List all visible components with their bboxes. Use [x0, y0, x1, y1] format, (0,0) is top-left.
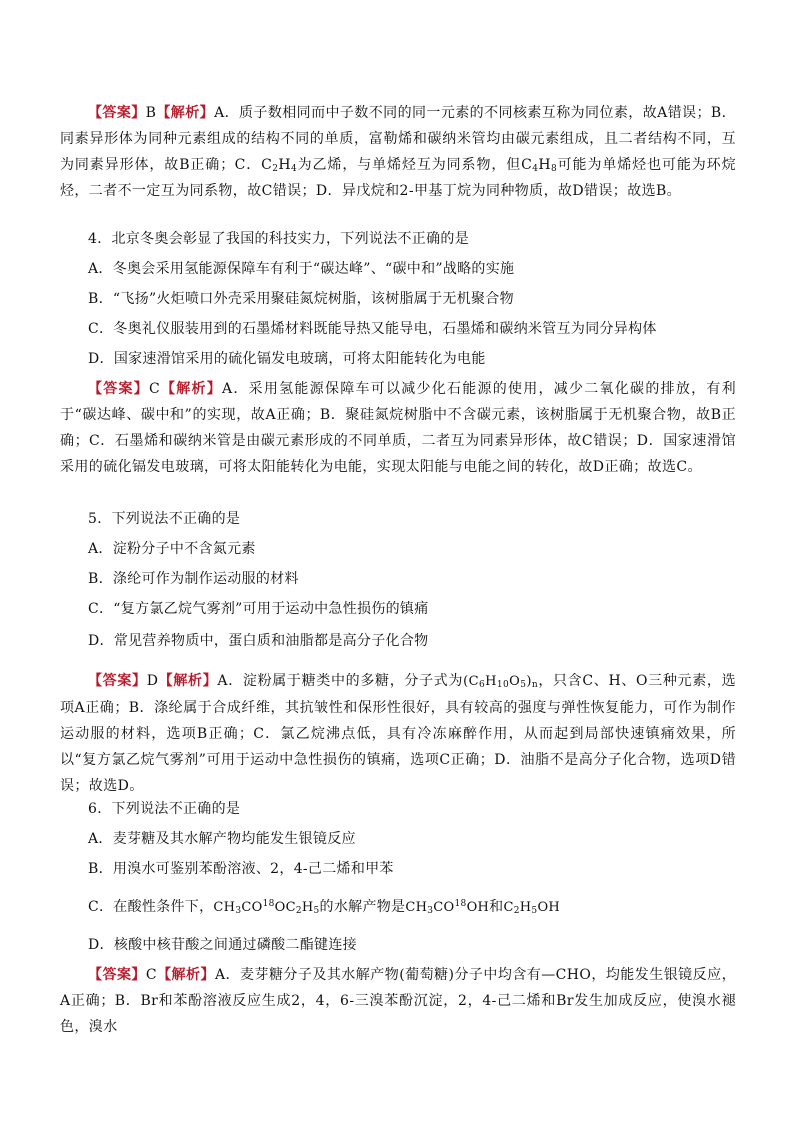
subscript: 3 — [235, 906, 242, 916]
subscript: 3 — [427, 906, 434, 916]
subscript: 8 — [551, 164, 558, 174]
question-5-option-b: B．涤纶可作为制作运动服的材料 — [88, 571, 299, 587]
formula-part: C — [503, 900, 514, 915]
question-6-option-b: B．用溴水可鉴别苯酚溶液、2，4-己二烯和甲苯 — [88, 861, 394, 877]
formula-ethanol — [503, 900, 560, 915]
solution-text: A．采用氢能源保障车可以减少化石能源的使用，减少二氧化碳的排放，有利于“碳达峰、碳中和”的实现，故A正确；B．聚硅氮烷树脂中不含碳元素，该树脂属于无机聚合物，故B正确；C．石墨烯和碳纳米管是由碳元素形成的不同单质，二者互为同素异形体，故C错误；D．国家速滑馆采用的硫化镉发电玻璃，可将太阳能转化为电能，实现太阳能与电能之间的转化，故D正确；故选C。 — [60, 381, 736, 475]
solution-text: A．淀粉属于糖类中的多糖，分子式为 — [217, 673, 464, 689]
option-text: 的水解产物是 — [319, 899, 406, 915]
formula-starch — [463, 674, 538, 689]
subscript: 10 — [496, 680, 510, 690]
formula-part: OH — [466, 900, 490, 915]
formula-part: CH — [405, 900, 428, 915]
subscript: 5 — [313, 906, 320, 916]
superscript: 18 — [454, 899, 467, 909]
solution-text: H — [278, 157, 291, 173]
answer-block-q3 — [60, 100, 736, 204]
option-text: C．在酸性条件下， — [88, 899, 214, 915]
subscript: 6 — [478, 680, 486, 690]
question-4-option-c: C．冬奥礼仪服装用到的石墨烯材料既能导热又能导电，石墨烯和碳纳米管互为同分异构体 — [88, 321, 657, 337]
formula-part: (C — [463, 674, 479, 689]
question-6-option-d: D．核酸中核苷酸之间通过磷酸二酯键连接 — [88, 937, 357, 953]
subscript: 4 — [532, 164, 539, 174]
answer-block-q4 — [60, 376, 736, 480]
answer-value: C — [149, 381, 161, 397]
formula-part: CH — [213, 900, 236, 915]
formula-part: H — [519, 900, 532, 915]
formula-part: OC — [274, 900, 296, 915]
solution-text: ，只含C、H、O三种元素，选项A正确；B．涤纶属于合成纤维，其抗皱性和保形性很好，具有较高的强度与弹性恢复能力，可作为制作运动服的材料，选项B正确；C．氯乙烷沸点低，具有冷冻麻醉作用，从而起到局部快速镇痛效果，所以“复方氯乙烷气雾剂”可用于运动中急性损伤的镇痛，选项C正确；D．油脂不是高分子化合物，选项D错误；故选D。 — [60, 673, 737, 794]
answer-value: B — [145, 105, 157, 121]
superscript: 18 — [262, 899, 275, 909]
question-4-option-d: D．国家速滑馆采用的硫化镉发电玻璃，可将太阳能转化为电能 — [88, 351, 486, 367]
formula-part: ) — [526, 674, 532, 689]
subscript: 4 — [290, 164, 298, 174]
answer-label: 【答案】 — [88, 381, 150, 397]
solution-text: A．质子数相同而中子数不同的同一元素的不同核素互称为同位素，故A错误；B．同素异形体为同种元素组成的结构不同的单质，富勒烯和碳纳米管均由碳元素组成，且二者结构不同，互为同素异形体，故B正确；C．C — [60, 105, 736, 173]
answer-label: 【答案】 — [88, 967, 146, 983]
question-5-option-c: C．“复方氯乙烷气雾剂”可用于运动中急性损伤的镇痛 — [88, 601, 429, 617]
solution-text: H — [538, 157, 552, 173]
formula-part: O — [509, 674, 521, 689]
question-4-option-a: A．冬奥会采用氢能源保障车有利于“碳达峰”、“碳中和”战略的实施 — [88, 261, 515, 277]
solution-label: 【解析】 — [158, 673, 218, 689]
solution-label: 【解析】 — [156, 105, 215, 121]
formula-part: H — [485, 674, 497, 689]
solution-label: 【解析】 — [157, 967, 215, 983]
question-4-option-b: B．“飞扬”火炬喷口外壳采用聚硅氮烷树脂，该树脂属于无机聚合物 — [88, 291, 514, 307]
formula-acid — [405, 900, 489, 915]
subscript: n — [531, 680, 539, 690]
formula-part: OH — [537, 900, 561, 915]
option-text: 和 — [489, 899, 504, 915]
answer-value: C — [145, 967, 158, 983]
question-6-option-a: A．麦芽糖及其水解产物均能发生银镜反应 — [88, 831, 356, 847]
answer-block-q5 — [60, 668, 736, 799]
solution-text: 可能为单烯烃也可能为环烷烃，二者不一定互为同系物，故C错误；D．异戊烷和2-甲基丁烷为同种物质，故D错误；故选B。 — [60, 157, 736, 199]
subscript: 5 — [531, 906, 538, 916]
formula-ester — [213, 900, 319, 915]
question-5-stem: 5．下列说法不正确的是 — [88, 511, 241, 527]
formula-part: H — [301, 900, 314, 915]
answer-label: 【答案】 — [88, 105, 146, 121]
answer-value: D — [146, 673, 159, 689]
question-6-stem: 6．下列说法不正确的是 — [88, 801, 241, 817]
subscript: 2 — [513, 906, 520, 916]
answer-label: 【答案】 — [88, 673, 147, 689]
question-5-option-d: D．常见营养物质中，蛋白质和油脂都是高分子化合物 — [88, 633, 429, 649]
solution-text: 为乙烯，与单烯烃互为同系物，但C — [297, 157, 533, 173]
question-6-option-c — [88, 894, 738, 921]
solution-text: A．麦芽糖分子及其水解产物(葡萄糖)分子中均含有—CHO，均能发生银镜反应，A正确；B．Br和苯酚溶液反应生成2，4，6-三溴苯酚沉淀，2，4-己二烯和Br发生加成反应，使溴水褪色，溴水 — [60, 967, 736, 1035]
subscript: 5 — [520, 680, 527, 690]
subscript: 2 — [295, 906, 302, 916]
formula-part: CO — [433, 900, 455, 915]
subscript: 2 — [272, 164, 279, 174]
formula-part: CO — [241, 900, 263, 915]
question-4-stem: 4．北京冬奥会彰显了我国的科技实力，下列说法不正确的是 — [88, 231, 470, 247]
solution-label: 【解析】 — [160, 381, 223, 397]
question-5-option-a: A．淀粉分子中不含氮元素 — [88, 541, 256, 557]
answer-block-q6 — [60, 962, 736, 1040]
